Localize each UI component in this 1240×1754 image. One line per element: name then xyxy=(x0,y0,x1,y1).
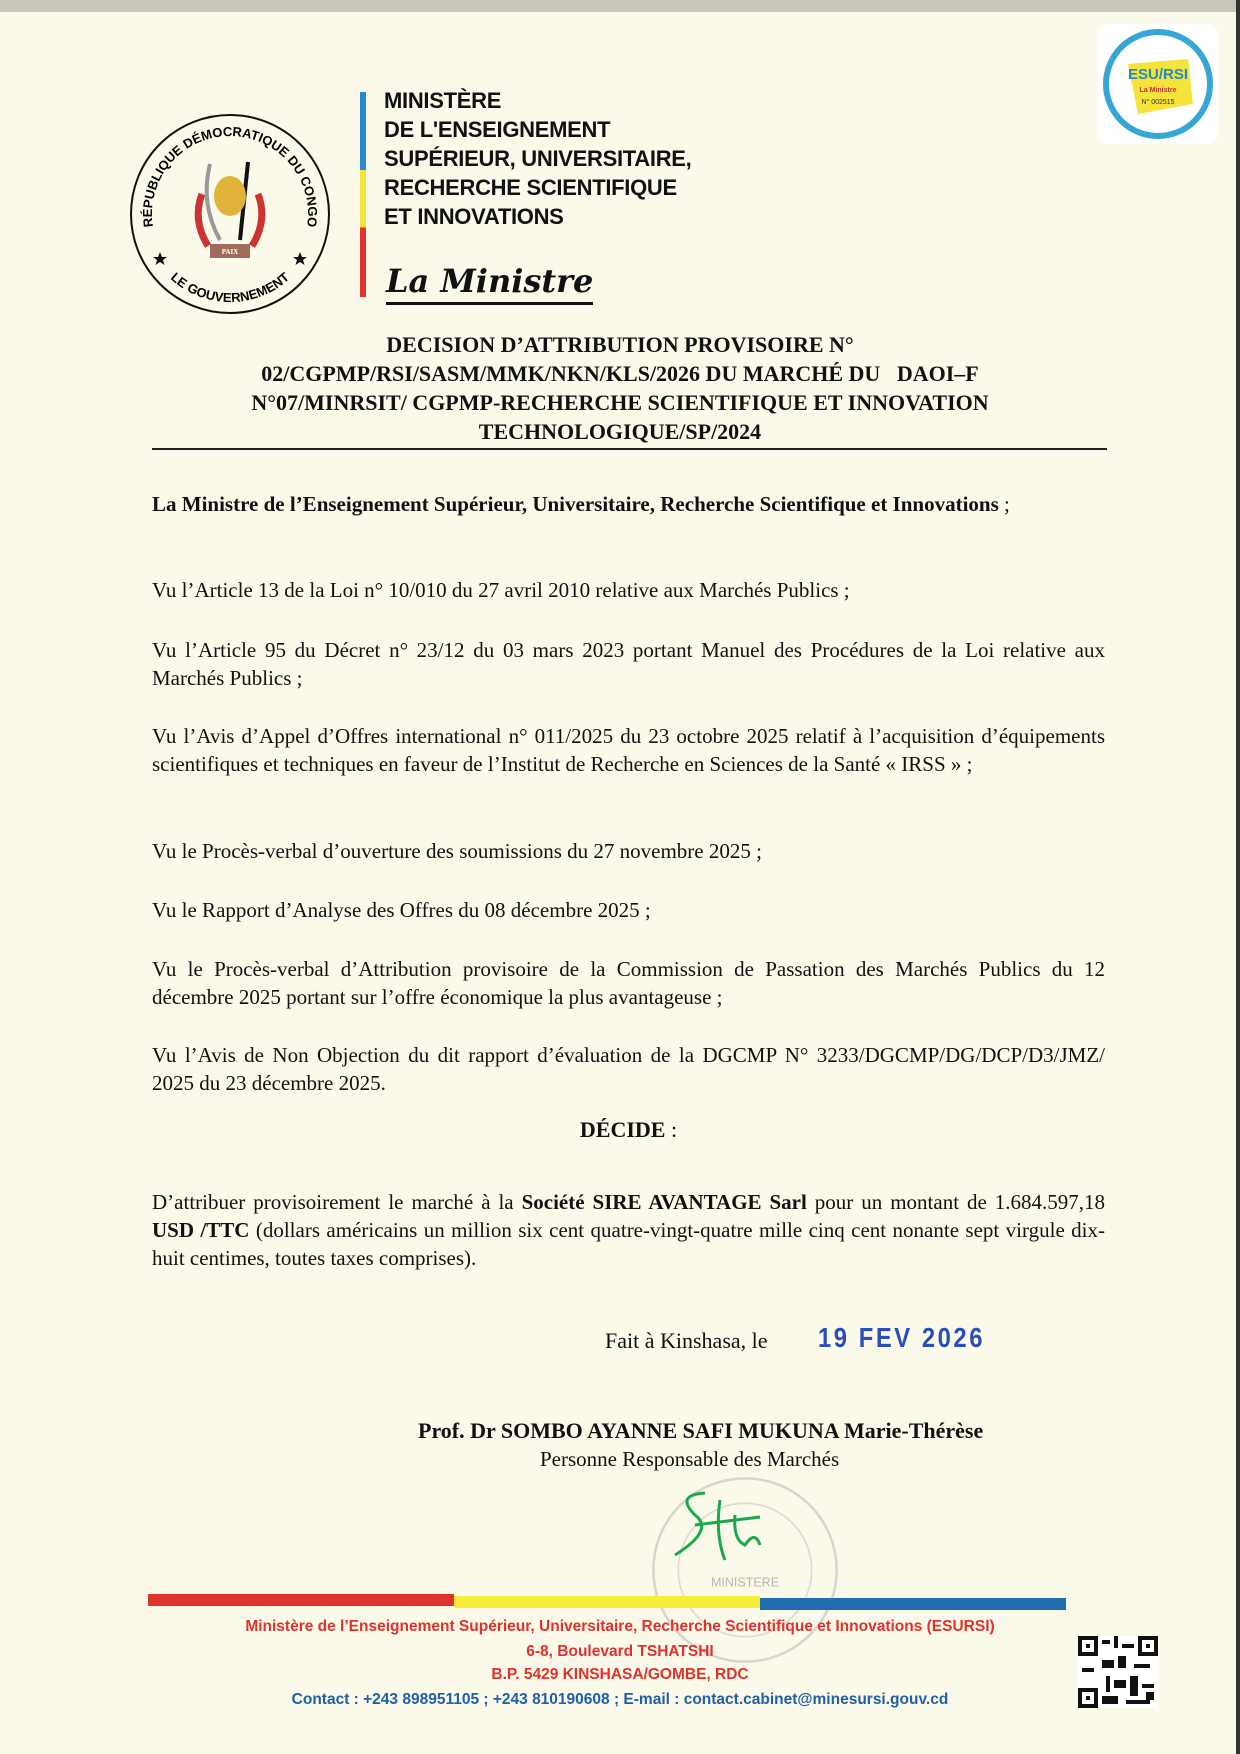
footer-contact: Contact : +243 898951105 ; +243 810190608 ; E-mail : contact.cabinet@minesursi.gouv.cd xyxy=(291,1691,949,1708)
currency: USD /TTC xyxy=(152,1218,250,1242)
esu-sub: La Ministre xyxy=(1139,87,1177,94)
flag-color-bar xyxy=(360,92,366,297)
handwritten-signature xyxy=(665,1485,775,1565)
scan-edge xyxy=(1236,0,1240,1754)
ministry-name xyxy=(384,86,691,231)
decision-paragraph xyxy=(152,1188,1105,1272)
title-divider xyxy=(152,448,1107,450)
emblem xyxy=(198,162,262,258)
title-line: N°07/MINRSIT/ CGPMP-RECHERCHE SCIENTIFIQUE ET INNOVATION xyxy=(251,390,989,415)
decision-text: (dollars américains un million six cent quatre-vingt-quatre mille cinq cent nonante sept virgule dix-huit centimes, toutes taxes comprises). xyxy=(152,1218,1105,1270)
ministry-line: MINISTÈRE xyxy=(384,88,502,113)
svg-text:LE GOUVERNEMENT xyxy=(168,269,292,305)
seal-top-text: RÉPUBLIQUE DÉMOCRATIQUE DU CONGO xyxy=(139,123,321,228)
ministry-line: DE L'ENSEIGNEMENT xyxy=(384,117,611,142)
awarded-company: Société SIRE AVANTAGE Sarl xyxy=(521,1190,807,1214)
consideration-paragraph: Vu le Procès-verbal d’ouverture des soumissions du 27 novembre 2025 ; xyxy=(152,839,762,863)
decision-text: pour un montant de 1.684.597,18 xyxy=(806,1190,1106,1214)
intro-tail: ; xyxy=(998,492,1010,516)
signer-name: Prof. Dr SOMBO AYANNE SAFI MUKUNA Marie-Thérèse xyxy=(418,1418,984,1443)
signer-role: Personne Responsable des Marchés xyxy=(540,1447,840,1471)
footer-po-box: B.P. 5429 KINSHASA/GOMBE, RDC xyxy=(491,1666,749,1683)
decision-title xyxy=(200,330,1040,446)
esu-number: N° 002515 xyxy=(1141,99,1175,106)
ministry-line: RECHERCHE SCIENTIFIQUE xyxy=(384,175,677,200)
qr-code-icon xyxy=(1078,1636,1158,1708)
decide-label: DÉCIDE xyxy=(579,1117,666,1142)
consideration-paragraph: Vu le Rapport d’Analyse des Offres du 08 décembre 2025 ; xyxy=(152,898,651,922)
footer-bar-red xyxy=(148,1594,454,1606)
place-label: Fait à Kinshasa, le xyxy=(605,1328,768,1353)
footer-bar-yellow xyxy=(454,1596,760,1608)
ministry-line: ET INNOVATIONS xyxy=(384,204,564,229)
decide-tail: : xyxy=(665,1117,678,1142)
esu-rsi-stamp xyxy=(1098,24,1218,144)
star-icon xyxy=(293,252,307,265)
consideration-paragraph: Vu l’Avis de Non Objection du dit rapport d’évaluation de la DGCMP N° 3233/DGCMP/DG/DCP/D3/JMZ/ 2025 du 23 décembre 2025. xyxy=(152,1043,1105,1095)
ministry-line: SUPÉRIEUR, UNIVERSITAIRE, xyxy=(384,146,692,171)
seal-motto: PAIX xyxy=(221,248,239,256)
scan-top-band xyxy=(0,0,1240,12)
star-icon xyxy=(153,252,167,265)
footer-ministry: Ministère de l’Enseignement Supérieur, Universitaire, Recherche Scientifique et Innovations (ESURSI) xyxy=(245,1618,995,1635)
intro-text: La Ministre de l’Enseignement Supérieur, Universitaire, Recherche Scientifique et Innovations xyxy=(152,492,999,516)
seal-bottom-text: LE GOUVERNEMENT xyxy=(168,269,292,306)
title-line: TECHNOLOGIQUE/SP/2024 xyxy=(478,419,762,444)
consideration-paragraph: Vu l’Avis d’Appel d’Offres international n° 011/2025 du 23 octobre 2025 relatif à l’acquisition d’équipements scientifiques et techniques en faveur de l’Institut de Recherche en Sciences de la Santé « IRSS » ; xyxy=(152,724,1105,776)
drc-coat-of-arms-seal xyxy=(128,112,332,316)
esu-label: ESU/RSI xyxy=(1127,66,1189,83)
date-stamp: 19 FEV 2026 xyxy=(818,1322,985,1353)
footer-address: 6-8, Boulevard TSHATSHI xyxy=(526,1643,714,1660)
decision-text: D’attribuer provisoirement le marché à la xyxy=(152,1190,522,1214)
intro-paragraph xyxy=(152,490,1105,518)
consideration-paragraph: Vu l’Article 13 de la Loi n° 10/010 du 27 avril 2010 relative aux Marchés Publics ; xyxy=(152,578,850,602)
decide-heading xyxy=(152,1116,1105,1144)
minister-label: La Ministre xyxy=(386,262,593,305)
consideration-paragraph: Vu l’Article 95 du Décret n° 23/12 du 03 mars 2023 portant Manuel des Procédures de la Loi relative aux Marchés Publics ; xyxy=(152,638,1105,690)
consideration-paragraph: Vu le Procès-verbal d’Attribution provisoire de la Commission de Passation des Marchés Publics du 12 décembre 2025 portant sur l’offre économique la plus avantageuse ; xyxy=(152,957,1105,1009)
footer-bar-blue xyxy=(760,1598,1066,1610)
seal-text: MINISTERE xyxy=(710,1575,780,1590)
title-line: 02/CGPMP/RSI/SASM/MMK/NKN/KLS/2026 DU MARCHÉ DU DAOI–F xyxy=(261,361,979,386)
title-line: DECISION D’ATTRIBUTION PROVISOIRE N° xyxy=(386,332,854,357)
